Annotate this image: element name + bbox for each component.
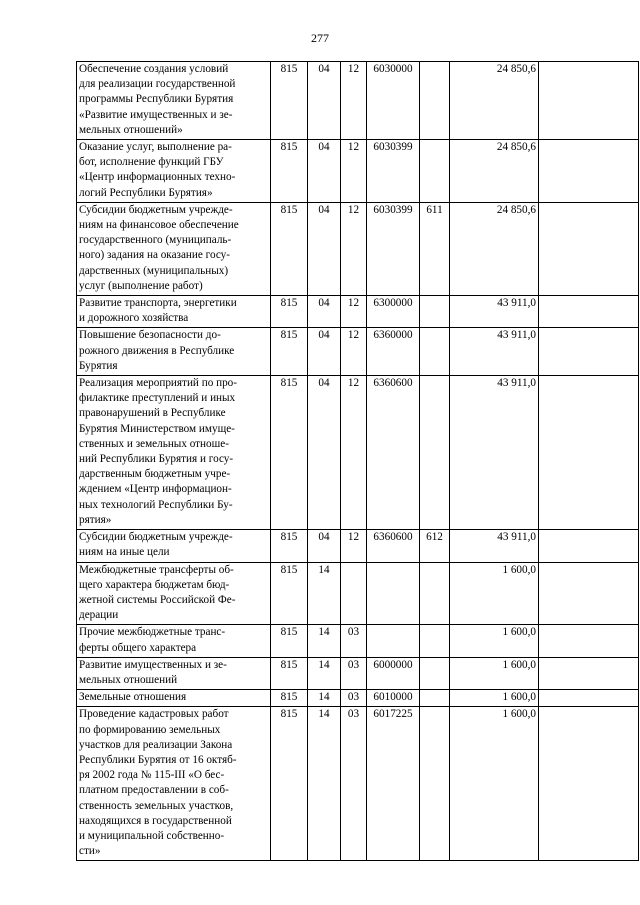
amount-cell: 24 850,6 bbox=[450, 202, 539, 295]
target-code-cell: 6017225 bbox=[367, 707, 420, 861]
row-name-line: филактике преступлений и иных bbox=[79, 392, 236, 405]
row-name-line: ферты общего характера bbox=[79, 641, 197, 654]
row-name-line: Межбюджетные трансферты об- bbox=[79, 563, 234, 576]
table-row bbox=[77, 625, 639, 657]
row-name-line: жетной системы Российской Фе- bbox=[79, 593, 236, 606]
row-name-line: и муниципальной собственно- bbox=[79, 829, 225, 842]
row-name-line: ний Республики Бурятия и госу- bbox=[79, 453, 234, 466]
row-name-cell bbox=[77, 657, 271, 689]
expense-type-cell bbox=[420, 707, 450, 861]
row-name-line: Проведение кадастровых работ bbox=[79, 708, 229, 721]
table-row bbox=[77, 657, 639, 689]
row-name-line: участков для реализации Закона bbox=[79, 738, 233, 751]
subsection-code-cell: 03 bbox=[341, 657, 367, 689]
row-name-line: программы Республики Бурятия bbox=[79, 93, 234, 106]
row-name-line: ного) задания на оказание госу- bbox=[79, 249, 230, 262]
expense-type-cell bbox=[420, 562, 450, 625]
empty-cell bbox=[539, 690, 639, 707]
row-name-cell bbox=[77, 562, 271, 625]
subsection-code-cell bbox=[341, 562, 367, 625]
amount-cell: 1 600,0 bbox=[450, 707, 539, 861]
row-name-line: рожного движения в Республике bbox=[79, 344, 235, 357]
page-number: 277 bbox=[311, 31, 329, 45]
empty-cell bbox=[539, 625, 639, 657]
expense-type-cell bbox=[420, 625, 450, 657]
target-code-cell: 6000000 bbox=[367, 657, 420, 689]
row-name-line: платном предоставлении в соб- bbox=[79, 784, 229, 797]
table-row bbox=[77, 296, 639, 328]
table-row bbox=[77, 328, 639, 376]
ministry-code-cell: 815 bbox=[271, 657, 308, 689]
empty-cell bbox=[539, 296, 639, 328]
subsection-code-cell: 12 bbox=[341, 140, 367, 203]
row-name-line: услуг (выполнение работ) bbox=[79, 279, 203, 292]
ministry-code-cell: 815 bbox=[271, 530, 308, 562]
section-code-cell: 04 bbox=[308, 140, 341, 203]
row-name-cell bbox=[77, 202, 271, 295]
target-code-cell: 6360000 bbox=[367, 328, 420, 376]
row-name-line: Повышение безопасности до- bbox=[79, 329, 221, 342]
row-name-line: и дорожного хозяйства bbox=[79, 312, 189, 325]
row-name-line: Бурятия bbox=[79, 359, 118, 372]
subsection-code-cell: 12 bbox=[341, 296, 367, 328]
row-name-line: Субсидии бюджетным учрежде- bbox=[79, 531, 233, 544]
row-name-cell bbox=[77, 690, 271, 707]
expense-type-cell bbox=[420, 328, 450, 376]
row-name-line: ря 2002 года № 115-III «О бес- bbox=[79, 769, 225, 782]
amount-cell: 1 600,0 bbox=[450, 657, 539, 689]
target-code-cell: 6300000 bbox=[367, 296, 420, 328]
row-name-line: «Центр информационных техно- bbox=[79, 171, 236, 184]
amount-cell: 43 911,0 bbox=[450, 530, 539, 562]
ministry-code-cell: 815 bbox=[271, 328, 308, 376]
row-name-line: правонарушений в Республике bbox=[79, 407, 226, 420]
row-name-line: по формированию земельных bbox=[79, 723, 221, 736]
row-name-line: Прочие межбюджетные транс- bbox=[79, 626, 226, 639]
empty-cell bbox=[539, 530, 639, 562]
subsection-code-cell: 03 bbox=[341, 625, 367, 657]
target-code-cell bbox=[367, 562, 420, 625]
row-name-line: Обеспечение создания условий bbox=[79, 63, 229, 75]
ministry-code-cell: 815 bbox=[271, 62, 308, 140]
amount-cell: 43 911,0 bbox=[450, 328, 539, 376]
row-name-line: ниям на финансовое обеспечение bbox=[79, 219, 239, 232]
ministry-code-cell: 815 bbox=[271, 202, 308, 295]
expense-type-cell bbox=[420, 690, 450, 707]
row-name-line: Бурятия Министерством имуще- bbox=[79, 422, 235, 435]
target-code-cell bbox=[367, 625, 420, 657]
section-code-cell: 14 bbox=[308, 657, 341, 689]
row-name-cell bbox=[77, 328, 271, 376]
row-name-line: мельных отношений» bbox=[79, 123, 183, 136]
row-name-line: Земельные отношения bbox=[79, 691, 187, 704]
expense-type-cell bbox=[420, 140, 450, 203]
subsection-code-cell: 12 bbox=[341, 530, 367, 562]
row-name-line: бот, исполнение функций ГБУ bbox=[79, 156, 224, 169]
row-name-line: щего характера бюджетам бюд- bbox=[79, 578, 230, 591]
target-code-cell: 6030000 bbox=[367, 62, 420, 140]
expense-type-cell: 611 bbox=[420, 202, 450, 295]
row-name-line: Субсидии бюджетным учрежде- bbox=[79, 203, 233, 216]
row-name-line: Развитие имущественных и зе- bbox=[79, 658, 227, 671]
amount-cell: 24 850,6 bbox=[450, 140, 539, 203]
target-code-cell: 6360600 bbox=[367, 376, 420, 530]
ministry-code-cell: 815 bbox=[271, 562, 308, 625]
target-code-cell: 6360600 bbox=[367, 530, 420, 562]
amount-cell: 24 850,6 bbox=[450, 62, 539, 140]
row-name-line: ственных и земельных отноше- bbox=[79, 437, 229, 450]
amount-cell: 43 911,0 bbox=[450, 376, 539, 530]
expense-type-cell bbox=[420, 376, 450, 530]
row-name-line: рятия» bbox=[79, 513, 112, 526]
table-row bbox=[77, 690, 639, 707]
row-name-line: находящихся в государственной bbox=[79, 814, 232, 827]
budget-table bbox=[76, 61, 639, 861]
ministry-code-cell: 815 bbox=[271, 140, 308, 203]
row-name-line: дерации bbox=[79, 609, 119, 622]
empty-cell bbox=[539, 707, 639, 861]
subsection-code-cell: 03 bbox=[341, 707, 367, 861]
target-code-cell: 6030399 bbox=[367, 202, 420, 295]
row-name-line: дарственных (муниципальных) bbox=[79, 264, 229, 277]
empty-cell bbox=[539, 140, 639, 203]
expense-type-cell bbox=[420, 296, 450, 328]
row-name-line: мельных отношений bbox=[79, 673, 178, 686]
amount-cell: 1 600,0 bbox=[450, 690, 539, 707]
amount-cell: 43 911,0 bbox=[450, 296, 539, 328]
row-name-line: государственного (муниципаль- bbox=[79, 234, 232, 247]
row-name-cell bbox=[77, 62, 271, 140]
subsection-code-cell: 12 bbox=[341, 62, 367, 140]
row-name-cell bbox=[77, 296, 271, 328]
section-code-cell: 14 bbox=[308, 690, 341, 707]
subsection-code-cell: 12 bbox=[341, 376, 367, 530]
section-code-cell: 14 bbox=[308, 625, 341, 657]
section-code-cell: 14 bbox=[308, 707, 341, 861]
empty-cell bbox=[539, 562, 639, 625]
section-code-cell: 04 bbox=[308, 328, 341, 376]
row-name-line: ных технологий Республики Бу- bbox=[79, 498, 233, 511]
row-name-line: ждением «Центр информацион- bbox=[79, 483, 232, 496]
empty-cell bbox=[539, 657, 639, 689]
row-name-line: «Развитие имущественных и зе- bbox=[79, 108, 233, 121]
expense-type-cell: 612 bbox=[420, 530, 450, 562]
row-name-line: ственность земельных участков, bbox=[79, 799, 234, 812]
empty-cell bbox=[539, 376, 639, 530]
table-row bbox=[77, 62, 639, 140]
row-name-line: Развитие транспорта, энергетики bbox=[79, 297, 237, 310]
empty-cell bbox=[539, 328, 639, 376]
section-code-cell: 04 bbox=[308, 62, 341, 140]
row-name-cell bbox=[77, 707, 271, 861]
row-name-cell bbox=[77, 376, 271, 530]
section-code-cell: 04 bbox=[308, 296, 341, 328]
row-name-line: Республики Бурятия от 16 октяб- bbox=[79, 753, 237, 766]
row-name-line: Реализация мероприятий по про- bbox=[79, 377, 237, 390]
ministry-code-cell: 815 bbox=[271, 707, 308, 861]
ministry-code-cell: 815 bbox=[271, 690, 308, 707]
row-name-cell bbox=[77, 530, 271, 562]
section-code-cell: 14 bbox=[308, 562, 341, 625]
target-code-cell: 6030399 bbox=[367, 140, 420, 203]
row-name-line: дарственным бюджетным учре- bbox=[79, 468, 231, 481]
ministry-code-cell: 815 bbox=[271, 296, 308, 328]
row-name-line: Оказание услуг, выполнение ра- bbox=[79, 141, 232, 154]
amount-cell: 1 600,0 bbox=[450, 562, 539, 625]
section-code-cell: 04 bbox=[308, 376, 341, 530]
table-row bbox=[77, 376, 639, 530]
table-row bbox=[77, 530, 639, 562]
section-code-cell: 04 bbox=[308, 202, 341, 295]
row-name-line: логий Республики Бурятия» bbox=[79, 186, 213, 199]
row-name-cell bbox=[77, 625, 271, 657]
row-name-line: ниям на иные цели bbox=[79, 546, 170, 559]
row-name-line: сти» bbox=[79, 845, 101, 858]
expense-type-cell bbox=[420, 657, 450, 689]
subsection-code-cell: 03 bbox=[341, 690, 367, 707]
table-row bbox=[77, 140, 639, 203]
table-row bbox=[77, 202, 639, 295]
ministry-code-cell: 815 bbox=[271, 376, 308, 530]
budget-table-body bbox=[77, 62, 639, 861]
ministry-code-cell: 815 bbox=[271, 625, 308, 657]
expense-type-cell bbox=[420, 62, 450, 140]
row-name-line: для реализации государственной bbox=[79, 78, 236, 91]
row-name-cell bbox=[77, 140, 271, 203]
table-row bbox=[77, 562, 639, 625]
section-code-cell: 04 bbox=[308, 530, 341, 562]
empty-cell bbox=[539, 62, 639, 140]
amount-cell: 1 600,0 bbox=[450, 625, 539, 657]
subsection-code-cell: 12 bbox=[341, 202, 367, 295]
target-code-cell: 6010000 bbox=[367, 690, 420, 707]
subsection-code-cell: 12 bbox=[341, 328, 367, 376]
empty-cell bbox=[539, 202, 639, 295]
table-row bbox=[77, 707, 639, 861]
